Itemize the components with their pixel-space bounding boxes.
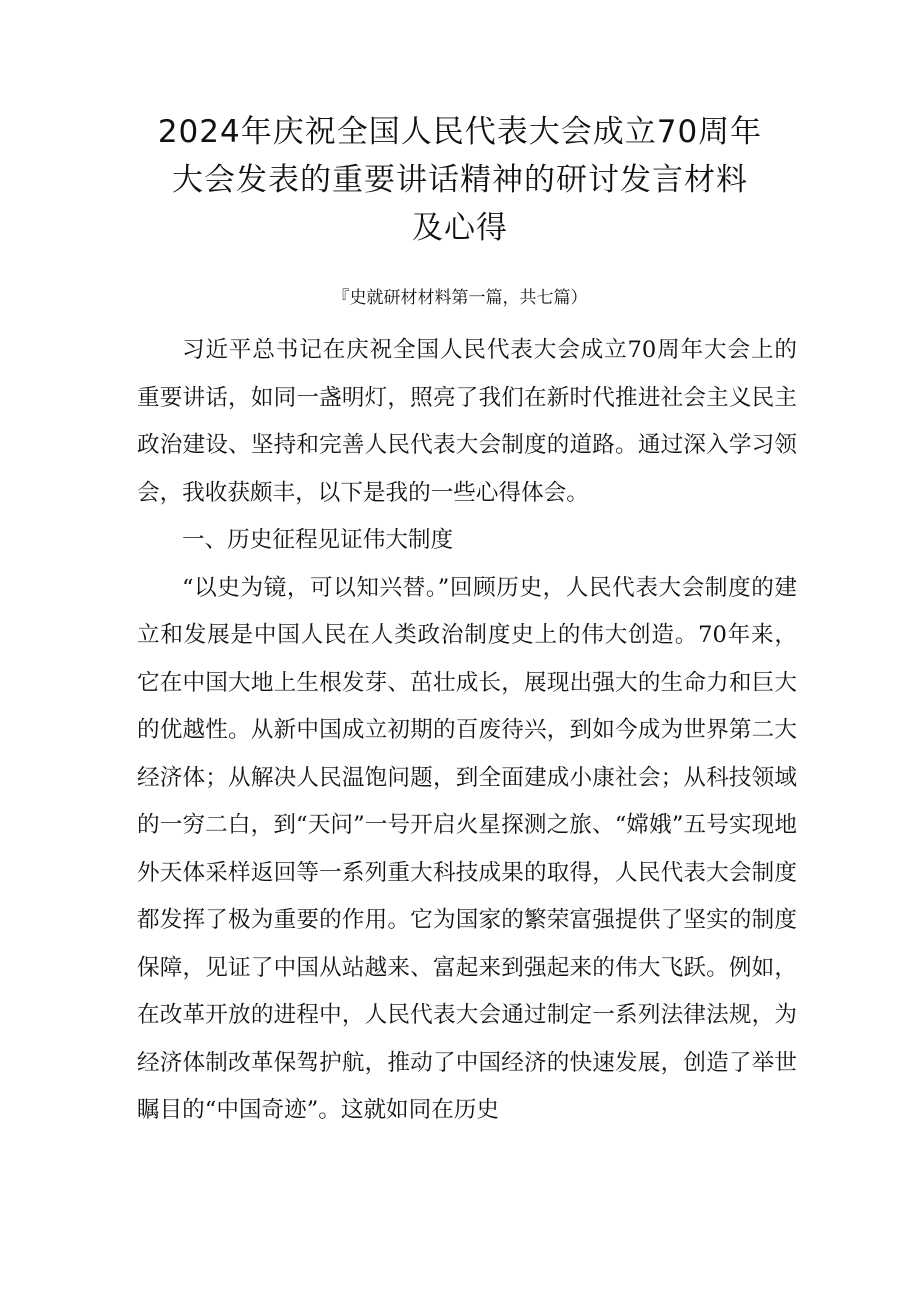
title-line-2: 大会发表的重要讲话精神的研讨发言材料 [172, 162, 748, 198]
document-title [0, 108, 920, 252]
document-subtitle: 『史就研材材料第一篇，共七篇） [332, 288, 588, 308]
section-heading-1: 一、历史征程见证伟大制度 [182, 527, 454, 553]
title-line-1: 2024年庆祝全国人民代表大会成立70周年 [157, 114, 763, 150]
document-body [137, 327, 797, 1135]
body-paragraph-2: “以史为镜，可以知兴替。”回顾历史，人民代表大会制度的建立和发展是中国人民在人类政治制度史上的伟大创造。70年来，它在中国大地上生根发芽、茁壮成长，展现出强大的生命力和巨大的优越性。从新中国成立初期的百废待兴，到如今成为世界第二大经济体；从解决人民温饱问题，到全面建成小康社会；从科技领域的一穷二白，到“天问”一号开启火星探测之旅、“嫦娥”五号实现地外天体采样返回等一系列重大科技成果的取得，人民代表大会制度都发挥了极为重要的作用。它为国家的繁荣富强提供了坚实的制度保障，见证了中国从站越来、富起来到强起来的伟大飞跃。例如，在改革开放的进程中，人民代表大会通过制定一系列法律法规，为经济体制改革保驾护航，推动了中国经济的快速发展，创造了举世瞩目的“中国奇迹”。这就如同在历史 [137, 574, 797, 1123]
title-line-3: 及心得 [412, 210, 508, 246]
body-paragraph-1: 习近平总书记在庆祝全国人民代表大会成立70周年大会上的重要讲话，如同一盏明灯，照亮了我们在新时代推进社会主义民主政治建设、坚持和完善人民代表大会制度的道路。通过深入学习领会，我收获颇丰，以下是我的一些心得体会。 [137, 337, 797, 506]
